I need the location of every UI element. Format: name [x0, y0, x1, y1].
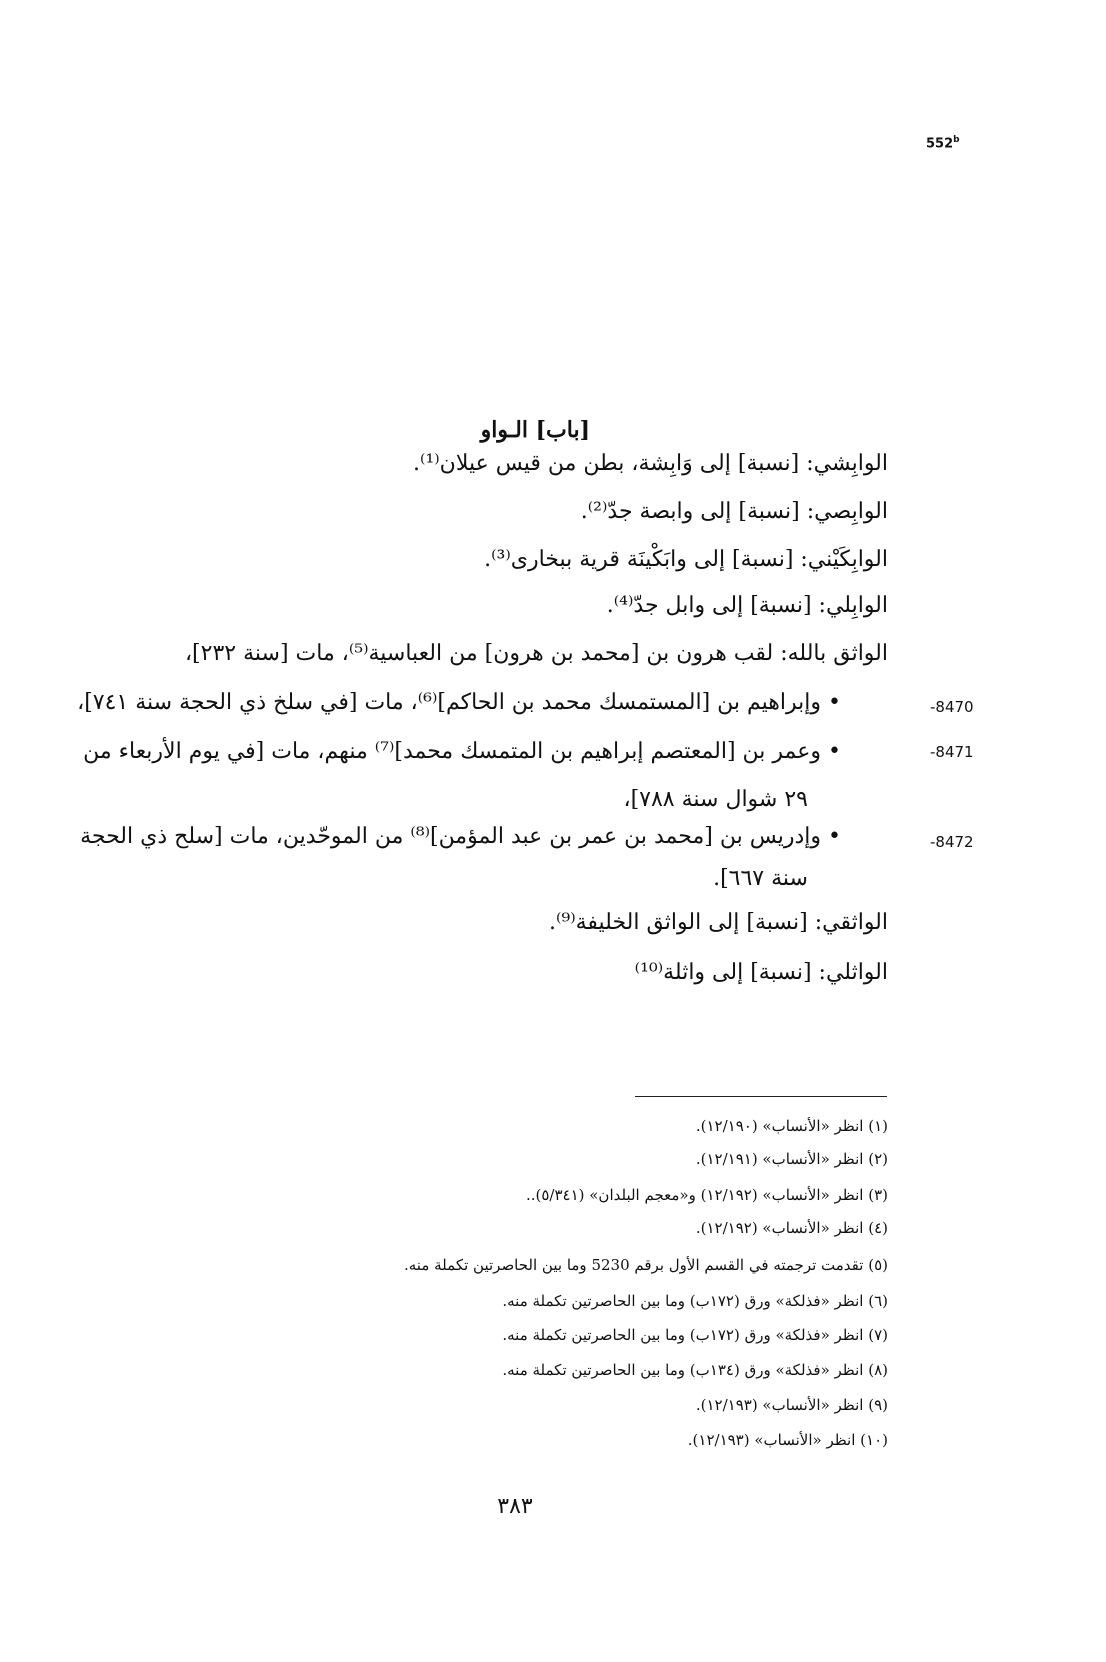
entry-number: -8471: [930, 743, 974, 761]
entry-line: الوابِلي: [نسبة] إلى وابل جدّ⁽⁴⁾.: [606, 593, 888, 618]
footnote: (٦) انظر «فذلكة» ورق (١٧٢ب) وما بين الحاصرتين تكملة منه.: [502, 1292, 888, 1310]
entry-number: -8472: [930, 833, 974, 851]
footnote: (٣) انظر «الأنساب» (١٢/١٩٢) و«معجم البلدان» (٥/٣٤١)..: [525, 1186, 888, 1204]
footnote: (٤) انظر «الأنساب» (١٢/١٩٢).: [695, 1219, 888, 1237]
entry-line: الوابِشي: [نسبة] إلى وَابِشة، بطن من قيس عيلان⁽¹⁾.: [413, 451, 888, 476]
entry-line: ٢٩ شوال سنة ٧٨٨]،: [623, 787, 808, 812]
page-marker: [926, 135, 960, 151]
entry-line: سنة ٦٦٧].: [713, 866, 808, 891]
entry-line: الواثلي: [نسبة] إلى واثلة⁽¹⁰⁾: [634, 960, 888, 985]
entry-number: -8470: [930, 698, 974, 716]
page-number: ٣٨٣: [497, 1494, 533, 1519]
section-heading: [باب] الـواو: [480, 417, 590, 443]
footnote: (٢) انظر «الأنساب» (١٢/١٩١).: [695, 1150, 888, 1168]
footnote: (١) انظر «الأنساب» (١٢/١٩٠).: [695, 1117, 888, 1135]
footnote: (٥) تقدمت ترجمته في القسم الأول برقم 5230 وما بين الحاصرتين تكملة منه.: [404, 1256, 888, 1274]
footnote: (٨) انظر «فذلكة» ورق (١٣٤ب) وما بين الحاصرتين تكملة منه.: [502, 1361, 888, 1379]
entry-line: • وعمر بن [المعتصم إبراهيم بن المتمسك محمد]⁽⁷⁾ منهم، مات [في يوم الأربعاء من: [83, 739, 841, 764]
footnote-separator: [635, 1096, 887, 1097]
entry-line: الوابِكَيْني: [نسبة] إلى وابَكْينَة قرية ببخارى⁽³⁾.: [484, 547, 888, 572]
entry-line: الوابِصي: [نسبة] إلى وابصة جدّ⁽²⁾.: [580, 499, 888, 524]
entry-line: الواثق بالله: لقب هرون بن [محمد بن هرون] من العباسية⁽⁵⁾، مات [سنة ٢٣٢]،: [184, 641, 888, 666]
page-marker-suffix: b: [953, 135, 960, 145]
entry-line: • وإدريس بن [محمد بن عمر بن عبد المؤمن]⁽⁸⁾ من الموحّدين، مات [سلح ذي الحجة: [80, 824, 841, 849]
footnote: (٩) انظر «الأنساب» (١٢/١٩٣).: [695, 1396, 888, 1414]
entry-line: • وإبراهيم بن [المستمسك محمد بن الحاكم]⁽⁶⁾، مات [في سلخ ذي الحجة سنة ٧٤١]،: [77, 690, 841, 715]
footnote: (٧) انظر «فذلكة» ورق (١٧٢ب) وما بين الحاصرتين تكملة منه.: [502, 1326, 888, 1344]
page-marker-number: 552: [926, 136, 954, 152]
footnote: (١٠) انظر «الأنساب» (١٢/١٩٣).: [687, 1431, 888, 1449]
entry-line: الواثقي: [نسبة] إلى الواثق الخليفة⁽⁹⁾.: [548, 910, 888, 935]
